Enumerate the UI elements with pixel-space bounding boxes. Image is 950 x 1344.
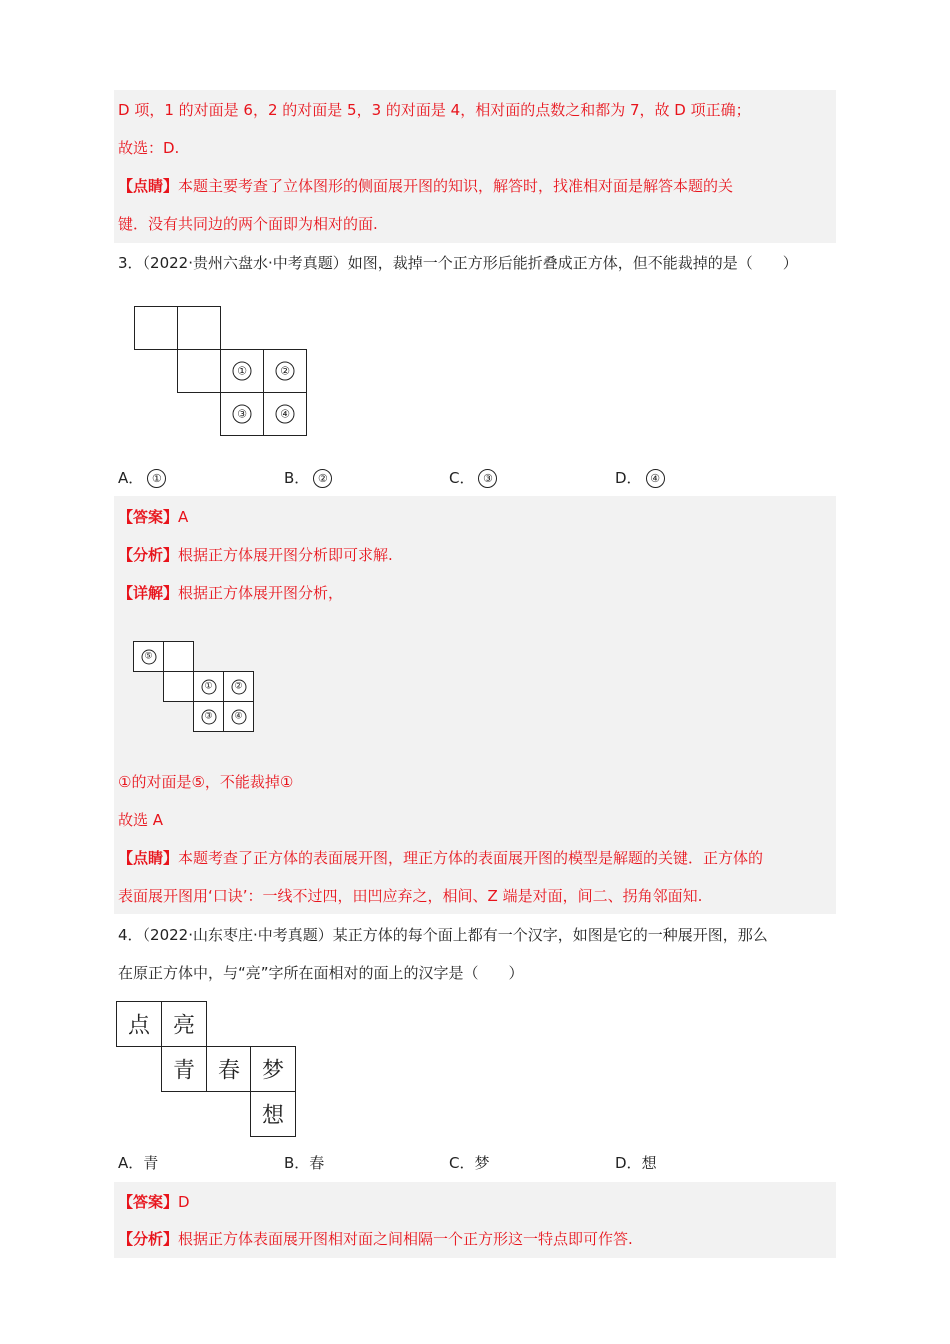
net-cell-xiang: 想 <box>250 1091 296 1137</box>
q3-analysis: 【分析】根据正方体展开图分析即可求解. <box>118 546 393 564</box>
q4-option-b: B．春 <box>284 1154 325 1172</box>
circled-label: ④ <box>231 709 246 724</box>
net-cell <box>163 671 194 702</box>
net-cell-2 <box>263 349 307 393</box>
net-cell-5 <box>133 641 164 672</box>
q4-option-a: A．青 <box>118 1154 159 1172</box>
circled-label: ③ <box>201 709 216 724</box>
circled-label: ② <box>276 362 295 381</box>
circled-label: ① <box>233 362 252 381</box>
net-cell-2 <box>223 671 254 702</box>
net-cell-4 <box>263 392 307 436</box>
q4-option-d: D．想 <box>615 1154 657 1172</box>
q3-option-c: C． ③ <box>449 468 497 488</box>
net-cell-meng: 梦 <box>250 1046 296 1092</box>
q4-stem-line2: 在原正方体中，与“亮”字所在面相对的面上的汉字是（ ） <box>118 964 524 982</box>
option-value: ② <box>313 469 332 488</box>
q3-answer: 【答案】A <box>118 508 189 526</box>
q4-answer: 【答案】D <box>118 1193 190 1211</box>
circled-label: ⑤ <box>141 649 156 664</box>
circled-label: ④ <box>276 405 295 424</box>
q2-option-d-explanation: D 项，1 的对面是 6，2 的对面是 5，3 的对面是 4，相对面的点数之和都为 7，故 D 项正确； <box>118 101 751 119</box>
option-value: ④ <box>646 469 665 488</box>
circled-label: ① <box>201 679 216 694</box>
net-cell-4 <box>223 701 254 732</box>
q3-conclusion: ①的对面是⑤，不能裁掉① <box>118 773 294 791</box>
q3-solution-figure <box>133 641 255 737</box>
net-cell <box>134 306 178 350</box>
option-value: ③ <box>478 469 497 488</box>
net-cell-1 <box>193 671 224 702</box>
net-cell-liang: 亮 <box>161 1001 207 1047</box>
q3-tip-line1: 【点睛】本题考查了正方体的表面展开图，理正方体的表面展开图的模型是解题的关键．正方体的 <box>118 849 764 867</box>
net-cell-chun: 春 <box>206 1046 252 1092</box>
net-cell-1 <box>220 349 264 393</box>
circled-label: ③ <box>233 405 252 424</box>
net-cell <box>177 306 221 350</box>
net-cell-qing: 青 <box>161 1046 207 1092</box>
q4-stem-line1: 4．（2022·山东枣庄·中考真题）某正方体的每个面上都有一个汉字，如图是它的一种展开图，那么 <box>118 926 768 944</box>
net-cell-3 <box>220 392 264 436</box>
q2-tip-text: 本题主要考查了立体图形的侧面展开图的知识，解答时，找准相对面是解答本题的关 <box>178 177 734 195</box>
net-cell <box>163 641 194 672</box>
q2-choose: 故选：D. <box>118 139 180 157</box>
q3-stem: 3．（2022·贵州六盘水·中考真题）如图，裁掉一个正方形后能折叠成正方体，但不能裁掉的是（ ） <box>118 254 798 272</box>
q3-option-d: D． ④ <box>615 468 665 488</box>
net-cell <box>177 349 221 393</box>
q4-figure-net <box>116 1001 296 1137</box>
q3-choose: 故选 A <box>118 811 164 829</box>
q3-option-b: B． ② <box>284 468 332 488</box>
circled-label: ② <box>231 679 246 694</box>
q3-detail: 【详解】根据正方体展开图分析， <box>118 584 344 602</box>
net-cell-dian: 点 <box>116 1001 162 1047</box>
q3-tip-line2: 表面展开图用‘口诀’：一线不过四，田凹应弃之，相间、Z 端是对面，间二、拐角邻面知. <box>118 887 703 905</box>
q4-analysis: 【分析】根据正方体表面展开图相对面之间相隔一个正方形这一特点即可作答. <box>118 1230 633 1248</box>
q2-tip-line1 <box>118 176 733 196</box>
option-value: ① <box>147 469 166 488</box>
q3-option-a: A． ① <box>118 468 166 488</box>
net-cell-3 <box>193 701 224 732</box>
q4-option-c: C．梦 <box>449 1154 490 1172</box>
q2-tip-line2: 键．没有共同边的两个面即为相对的面. <box>118 215 378 233</box>
q2-tip-tag: 【点睛】 <box>118 177 179 195</box>
q3-figure-net <box>134 306 308 436</box>
